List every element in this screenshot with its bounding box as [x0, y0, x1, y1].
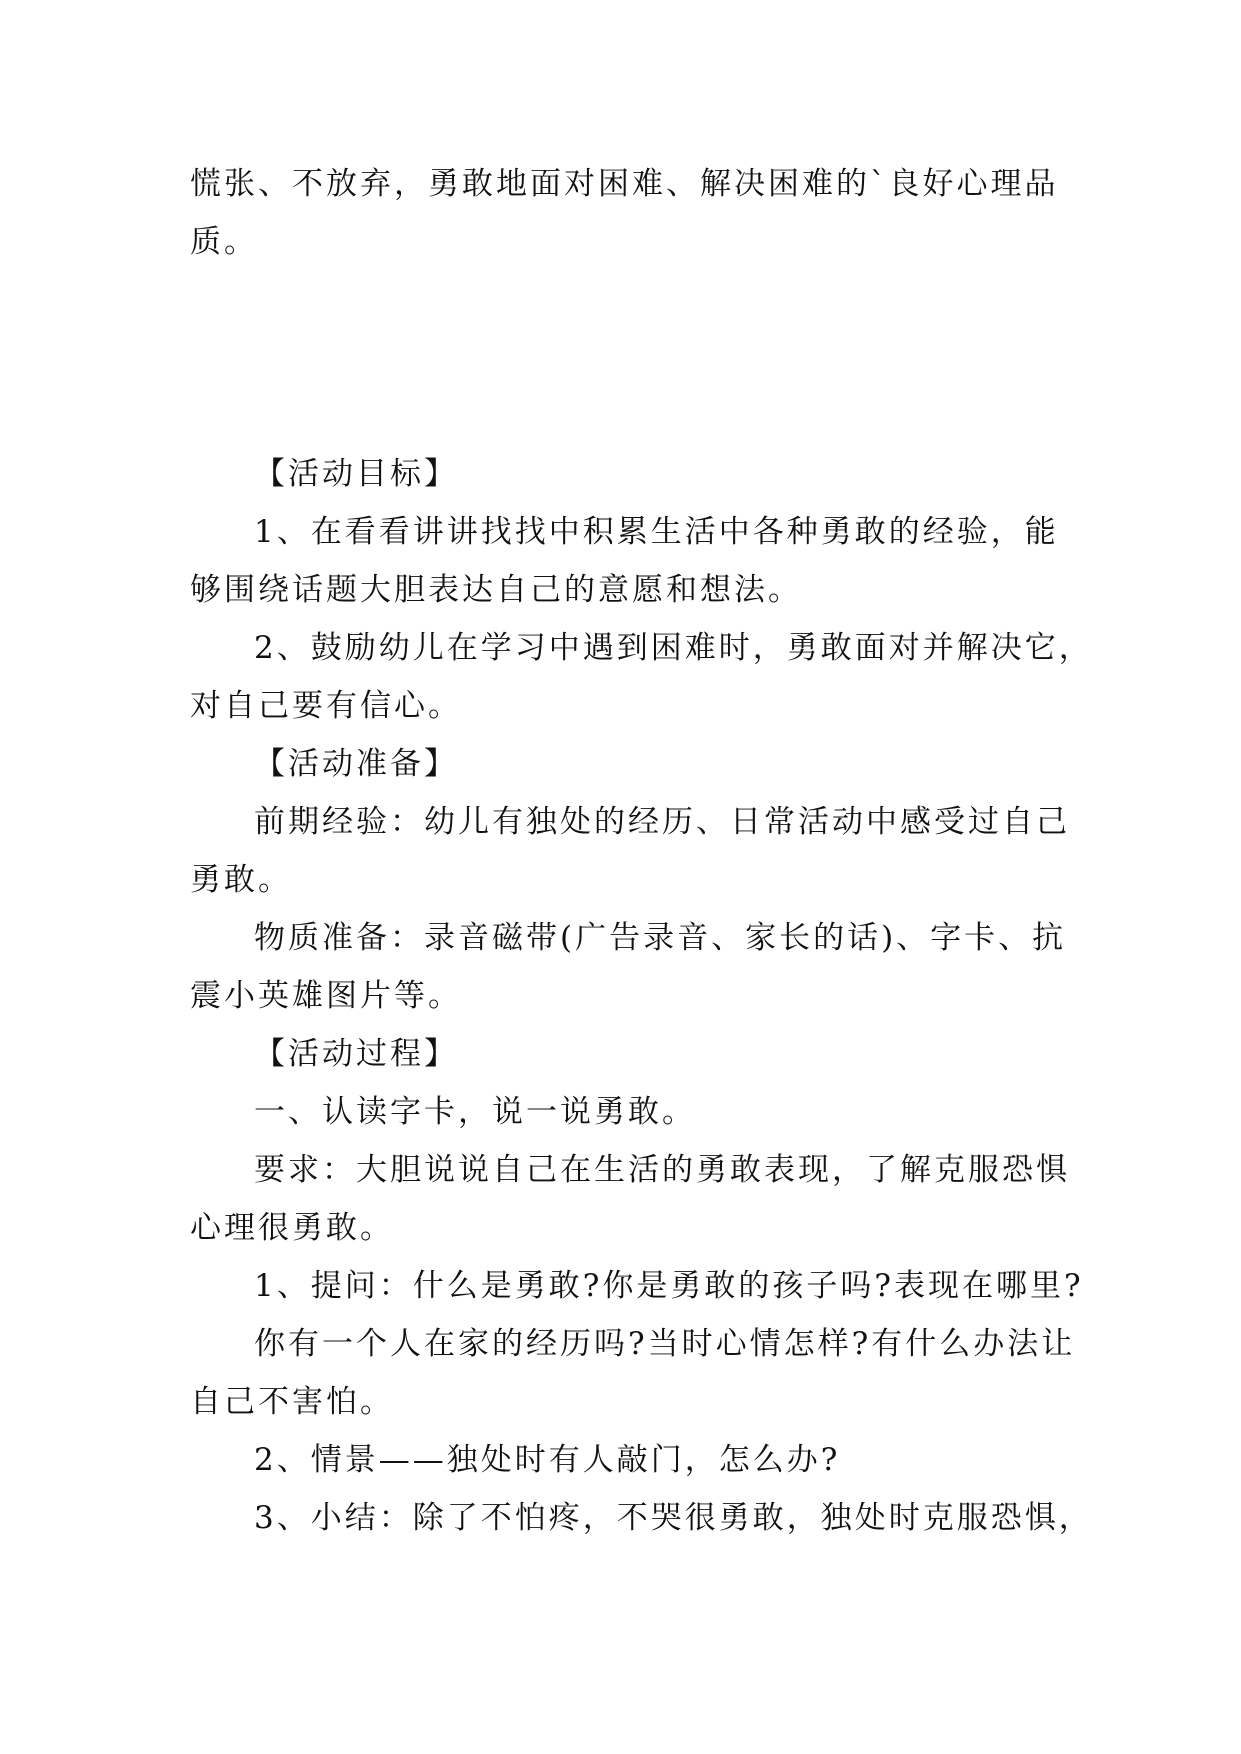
question-1: 1、提问：什么是勇敢?你是勇敢的孩子吗?表现在哪里?: [254, 1268, 1084, 1304]
goal-2-line-2: 对自己要有信心。: [190, 688, 462, 724]
goal-1-line-1: 1、在看看讲讲找找中积累生活中各种勇敢的经验，能: [254, 514, 1059, 550]
materials-line-1: 物质准备：录音磁带(广告录音、家长的话)、字卡、抗: [254, 920, 1067, 956]
goal-1-line-2: 够围绕话题大胆表达自己的意愿和想法。: [190, 572, 802, 608]
goals-heading: 【活动目标】: [254, 456, 458, 492]
process-heading: 【活动过程】: [254, 1036, 458, 1072]
requirement-line-2: 心理很勇敢。: [190, 1210, 394, 1246]
scene-item: 2、情景——独处时有人敲门，怎么办?: [254, 1442, 841, 1478]
materials-line-2: 震小英雄图片等。: [190, 978, 462, 1014]
question-2-line-1: 你有一个人在家的经历吗?当时心情怎样?有什么办法让: [254, 1326, 1076, 1362]
intro-line-1: 慌张、不放弃，勇敢地面对困难、解决困难的`良好心理品: [190, 166, 1059, 202]
prior-experience-line-1: 前期经验：幼儿有独处的经历、日常活动中感受过自己: [254, 804, 1070, 840]
main-content: [190, 445, 1093, 1547]
intro-line-2: 质。: [190, 224, 258, 260]
prep-heading: 【活动准备】: [254, 746, 458, 782]
prior-experience-line-2: 勇敢。: [190, 862, 292, 898]
intro-paragraph: [190, 155, 1060, 271]
requirement-line-1: 要求：大胆说说自己在生活的勇敢表现，了解克服恐惧: [254, 1152, 1070, 1188]
goal-2-line-1: 2、鼓励幼儿在学习中遇到困难时，勇敢面对并解决它，: [254, 630, 1093, 666]
step-1: 一、认读字卡，说一说勇敢。: [254, 1094, 696, 1130]
question-2-line-2: 自己不害怕。: [190, 1384, 394, 1420]
summary-item: 3、小结：除了不怕疼，不哭很勇敢，独处时克服恐惧，: [254, 1500, 1093, 1536]
